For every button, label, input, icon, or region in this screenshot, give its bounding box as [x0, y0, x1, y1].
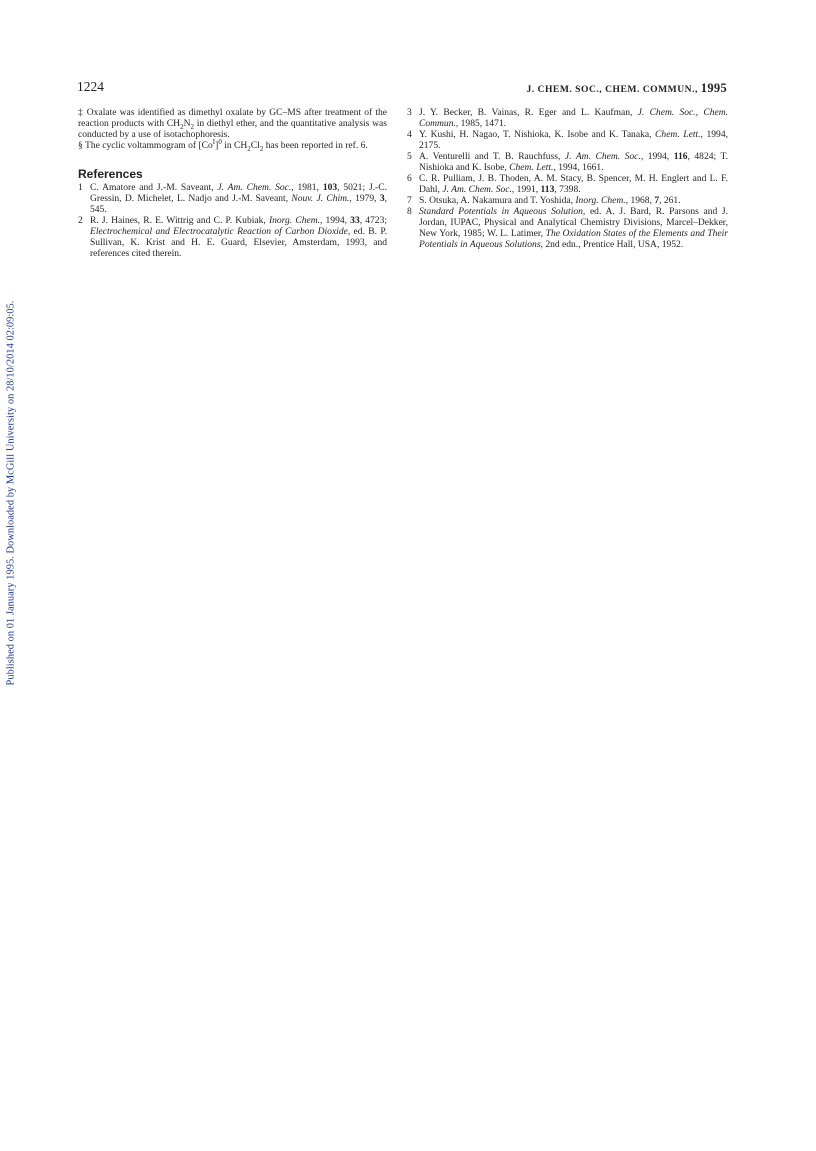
text-run: , 1991,: [511, 184, 541, 195]
text-run: , 1979,: [349, 193, 380, 204]
text-run: has been reported in ref. 6.: [263, 140, 368, 151]
text-run: , 261.: [659, 195, 681, 206]
text-run: , 4824; T. Nishioka and K. Isobe,: [419, 151, 728, 173]
text-run: The Oxidation States of the Elements and Their Potentials in Aqueous Solutions: [419, 228, 729, 250]
text-run: J. Am. Chem. Soc.: [442, 184, 512, 195]
text-run: 2: [180, 122, 184, 131]
reference-item: [78, 182, 387, 215]
reference-number: 7: [407, 195, 412, 206]
reference-text: [419, 151, 728, 173]
footnote-mark: §: [78, 140, 83, 151]
text-run: in CH: [221, 140, 248, 151]
footnote: [78, 137, 387, 153]
running-head: [526, 81, 727, 96]
reference-text: [90, 182, 387, 215]
text-run: The cyclic voltammogram of [Co: [82, 140, 213, 151]
text-run: 7: [654, 195, 660, 206]
journal-year: 1995: [700, 81, 727, 95]
left-column: [78, 107, 387, 259]
text-run: 3: [379, 193, 385, 204]
text-run: 103: [322, 182, 338, 193]
text-run: J. Chem. Soc., Chem. Commun.: [419, 107, 728, 129]
reference-item: [407, 206, 728, 250]
text-run: , 1981,: [291, 182, 323, 193]
reference-number: 3: [407, 107, 412, 118]
download-watermark: [1, 296, 21, 690]
text-run: , ed. B. P. Sullivan, K. Krist and H. E. Guard, Elsevier, Amsterdam, 1993, and references cited therein.: [90, 226, 387, 259]
text-run: J. Am. Chem. Soc.: [217, 182, 292, 193]
page-number: 1224: [77, 79, 104, 94]
text-run: 2: [190, 122, 194, 131]
text-run: Y. Kushi, H. Nagao, T. Nishioka, K. Isobe and K. Tanaka,: [419, 129, 656, 140]
text-run: 2: [247, 144, 251, 153]
text-run: , 4723;: [359, 215, 388, 226]
text-run: , 1994, 1661.: [553, 162, 604, 173]
text-run: ]: [215, 140, 219, 151]
text-run: in diethyl ether, and the quantitative analysis was conducted by a use of isotachophoresis.: [78, 118, 387, 140]
text-run: , 1994,: [640, 151, 674, 162]
text-run: J. Am. Chem. Soc.: [564, 151, 641, 162]
text-run: C. Amatore and J.-M. Saveant,: [90, 182, 218, 193]
reference-list-left: [78, 182, 387, 259]
text-run: , 1968,: [625, 195, 655, 206]
text-run: 2: [259, 144, 264, 153]
text-run: , 5021; J.-C. Gressin, D. Michelet, L. Nadjo and J.-M. Saveant,: [90, 182, 387, 204]
footnote-mark: ‡: [78, 107, 84, 118]
reference-text: [419, 173, 728, 195]
text-run: 113: [540, 184, 555, 195]
text-run: Inorg. Chem.: [575, 195, 626, 206]
reference-number: 5: [407, 151, 412, 162]
text-run: A. Venturelli and T. B. Rauchfuss,: [419, 151, 565, 162]
text-run: Cl: [250, 140, 260, 151]
text-run: Oxalate was identified as dimethyl oxalate by GC–MS after treatment of the reaction products with CH: [78, 107, 388, 129]
text-run: S. Otsuka, A. Nakamura and T. Yoshida,: [419, 195, 576, 206]
text-run: Electrochemical and Electrocatalytic Reaction of Carbon Dioxide: [90, 226, 348, 237]
text-run: Chem. Lett.: [509, 162, 554, 173]
reference-text: [419, 195, 681, 206]
footnotes: [78, 107, 387, 151]
reference-text: [419, 206, 728, 250]
journal-name: J. CHEM. SOC., CHEM. COMMUN.,: [526, 84, 701, 95]
reference-item: [407, 107, 728, 129]
reference-text: [90, 215, 387, 259]
references-heading: References: [78, 167, 143, 181]
reference-number: 1: [78, 182, 83, 193]
text-run: J. Y. Becker, B. Vainas, R. Eger and L. Kaufman,: [419, 107, 638, 118]
reference-number: 4: [407, 129, 412, 140]
download-watermark-text: Published on 01 January 1995. Downloaded by McGill University on 28/10/2014 02:09:05.: [5, 300, 17, 686]
text-run: , 2nd edn., Prentice Hall, USA, 1952.: [540, 239, 684, 250]
text-run: Inorg. Chem.: [268, 215, 320, 226]
right-column: [407, 107, 728, 250]
text-run: 33: [350, 215, 360, 226]
text-run: , 545.: [90, 193, 387, 215]
text-run: N: [183, 118, 191, 129]
text-run: 116: [673, 151, 688, 162]
text-run: I: [212, 137, 216, 146]
text-run: R. J. Haines, R. E. Wittrig and C. P. Kubiak,: [90, 215, 269, 226]
reference-text: [419, 107, 728, 129]
reference-item: [407, 151, 728, 173]
reference-text: [419, 129, 728, 151]
reference-item: [407, 173, 728, 195]
reference-list-right: [407, 107, 728, 250]
text-run: , ed. A. J. Bard, R. Parsons and J. Jordan, IUPAC, Physical and Analytical Chemistry Divisions, Marcel–Dekker, New York, 1985; W. L. Latimer,: [419, 206, 728, 239]
text-run: Chem. Lett.: [655, 129, 701, 140]
footnote: [78, 107, 387, 140]
text-run: Standard Potentials in Aqueous Solution: [419, 206, 583, 217]
reference-item: [407, 129, 728, 151]
text-run: Nouv. J. Chim.: [291, 193, 350, 204]
text-run: C. R. Pulliam, J. B. Thoden, A. M. Stacy, B. Spencer, M. H. Englert and L. F. Dahl,: [419, 173, 728, 195]
text-run: , 1994, 2175.: [419, 129, 728, 151]
text-run: , 1985, 1471.: [455, 118, 506, 129]
reference-number: 6: [407, 173, 412, 184]
reference-number: 2: [78, 215, 83, 226]
reference-number: 8: [407, 206, 412, 217]
text-run: 0: [218, 137, 222, 146]
reference-item: [407, 195, 728, 206]
reference-item: [78, 215, 387, 259]
text-run: , 7398.: [554, 184, 581, 195]
text-run: , 1994,: [320, 215, 351, 226]
